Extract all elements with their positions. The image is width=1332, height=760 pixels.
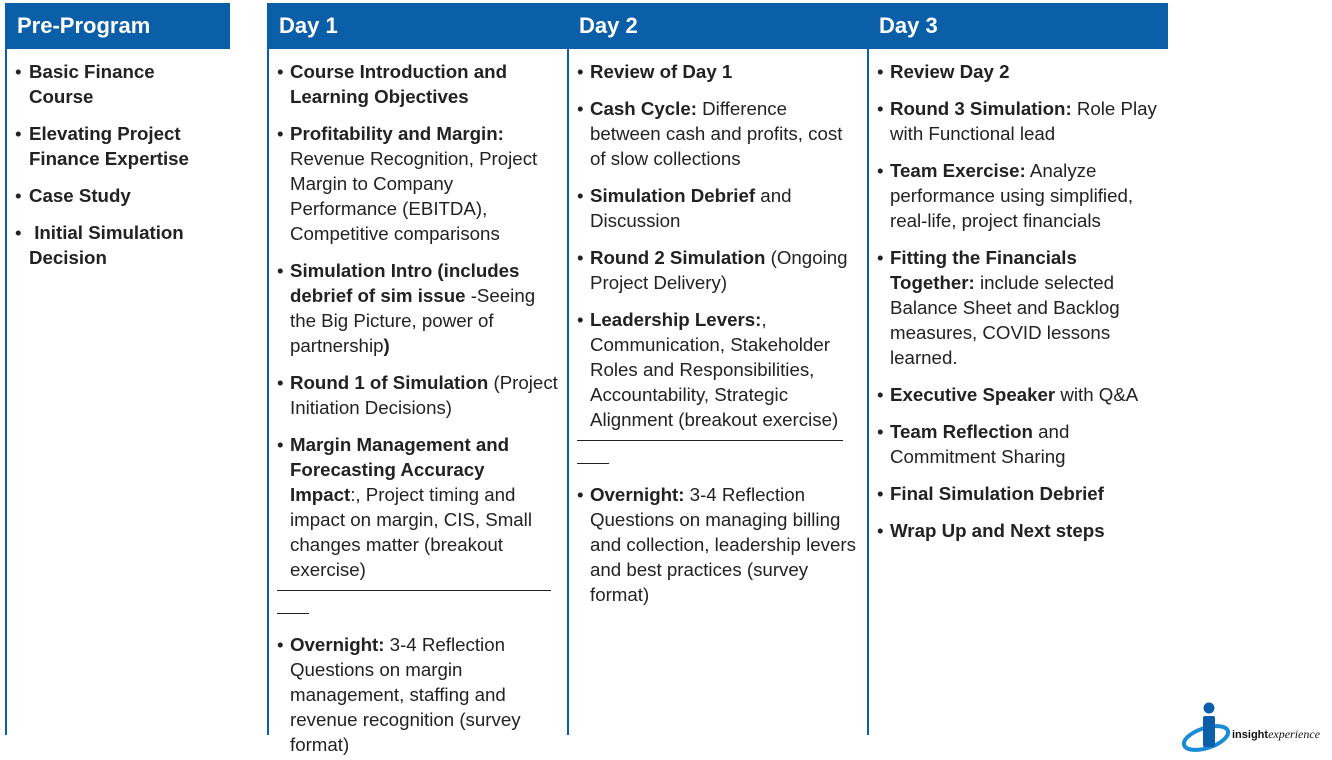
list-item: • Case Study xyxy=(5,183,219,208)
pre-program-column xyxy=(5,3,230,735)
list-item: • Elevating Project Finance Expertise xyxy=(5,121,214,171)
day3-column xyxy=(867,3,1168,735)
separator-line xyxy=(577,440,843,463)
list-item: • Review of Day 1 xyxy=(567,59,859,84)
list-item: • Round 1 of Simulation (Project Initiation Decisions) xyxy=(267,370,559,420)
list-item: • Wrap Up and Next steps xyxy=(867,518,1160,543)
list-item: • Course Introduction and Learning Objectives xyxy=(267,59,559,109)
day1-overnight xyxy=(267,632,559,757)
list-item: • Leadership Levers:, Communication, Stakeholder Roles and Responsibilities, Accountability, Strategic Alignment (breakout exercise) xyxy=(567,307,859,432)
pre-program-list xyxy=(5,59,230,270)
day2-title: Day 2 xyxy=(567,3,867,49)
list-item: • Team Reflection and Commitment Sharing xyxy=(867,419,1160,469)
list-item: • Overnight: 3-4 Reflection Questions on managing billing and collection, leadership levers and best practices (survey format) xyxy=(567,482,859,607)
list-item: • Final Simulation Debrief xyxy=(867,481,1160,506)
day2-list xyxy=(567,59,859,432)
logo-wordmark: insightexperience xyxy=(1232,727,1321,741)
list-item: • Overnight: 3-4 Reflection Questions on margin management, staffing and revenue recognition (survey format) xyxy=(267,632,559,757)
day1-column xyxy=(267,3,567,755)
insight-experience-logo xyxy=(1180,700,1330,755)
list-item: • Review Day 2 xyxy=(867,59,1160,84)
list-item: • Simulation Debrief and Discussion xyxy=(567,183,859,233)
list-item: • Round 3 Simulation: Role Play with Functional lead xyxy=(867,96,1160,146)
list-item: • Simulation Intro (includes debrief of sim issue -Seeing the Big Picture, power of partnership) xyxy=(267,258,559,358)
day3-list xyxy=(867,59,1160,543)
list-item: • Margin Management and Forecasting Accuracy Impact:, Project timing and impact on margin, CIS, Small changes matter (breakout exercise) xyxy=(267,432,559,582)
list-item: • Basic Finance Course xyxy=(5,59,219,109)
day3-title: Day 3 xyxy=(867,3,1168,49)
day1-title: Day 1 xyxy=(267,3,567,49)
list-item: • Team Exercise: Analyze performance using simplified, real-life, project financials xyxy=(867,158,1160,233)
list-item: • Fitting the Financials Together: include selected Balance Sheet and Backlog measures, COVID lessons learned. xyxy=(867,245,1160,370)
pre-program-title: Pre-Program xyxy=(5,3,230,49)
list-item: • Cash Cycle: Difference between cash and profits, cost of slow collections xyxy=(567,96,859,171)
days-block xyxy=(267,3,1168,755)
list-item: • Round 2 Simulation (Ongoing Project Delivery) xyxy=(567,245,859,295)
list-item: • Executive Speaker with Q&A xyxy=(867,382,1160,407)
separator-line xyxy=(277,590,551,613)
day1-list xyxy=(267,59,559,582)
day2-column xyxy=(567,3,867,735)
day2-overnight xyxy=(567,482,859,607)
list-item: • Profitability and Margin: Revenue Recognition, Project Margin to Company Performance (EBITDA), Competitive comparisons xyxy=(267,121,559,246)
list-item: • Initial Simulation Decision xyxy=(5,220,199,270)
logo-mark-icon xyxy=(1180,700,1240,755)
